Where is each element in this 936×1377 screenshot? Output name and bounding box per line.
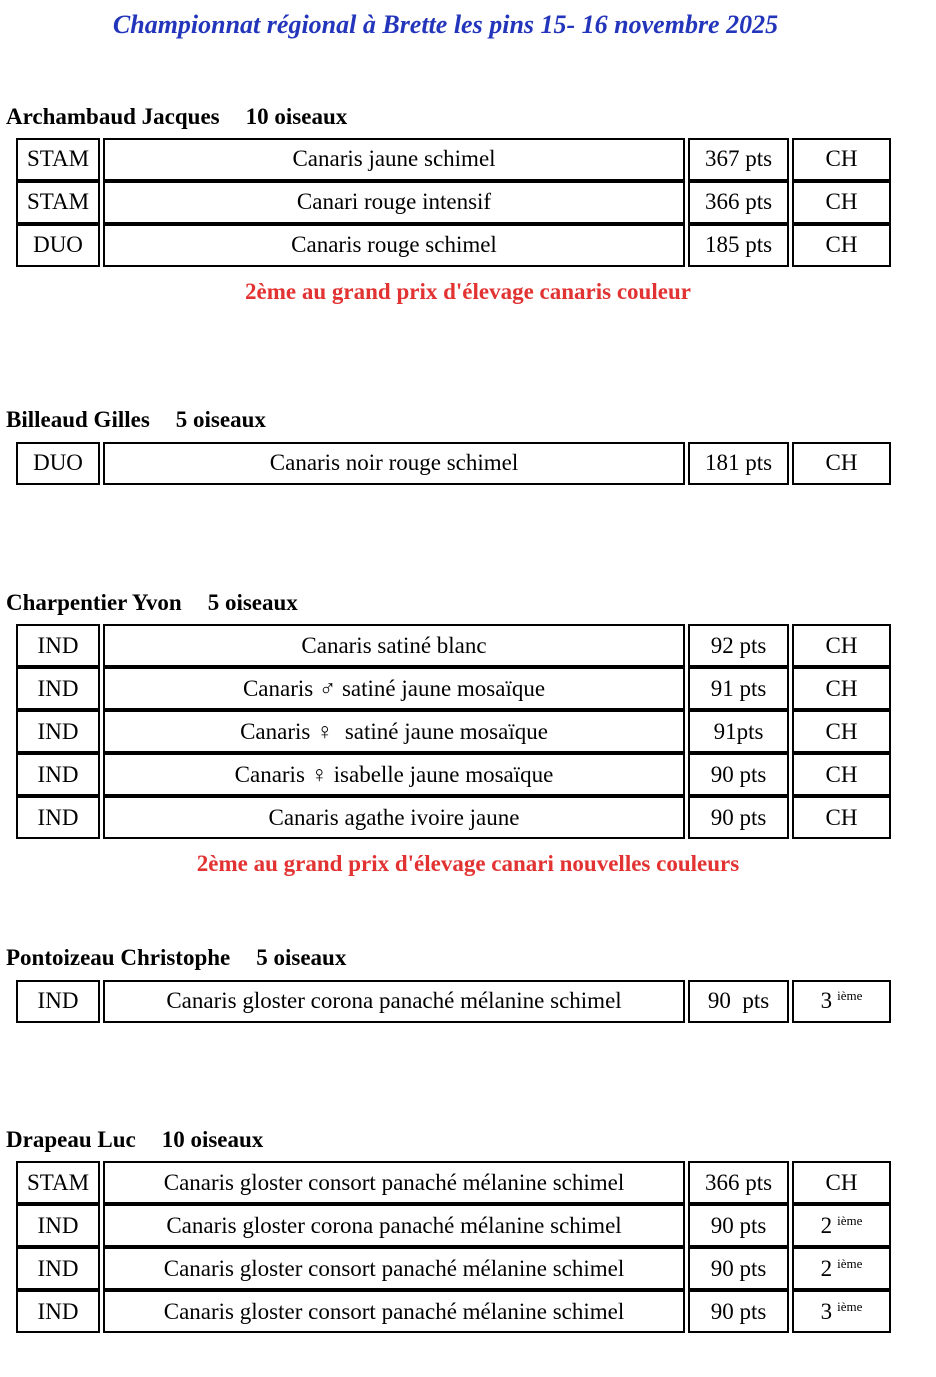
rank-value: CH: [825, 189, 858, 215]
cell-rank: [792, 980, 891, 1023]
exhibitor-name: Charpentier Yvon: [6, 589, 182, 615]
table-row: [16, 442, 891, 485]
cell-category: IND: [16, 980, 100, 1023]
results-table: [13, 442, 894, 485]
table-row: [16, 224, 891, 267]
cell-points: 90 pts: [688, 753, 789, 796]
table-row: [16, 138, 891, 181]
cell-category: IND: [16, 624, 100, 667]
rank-value: 2: [820, 1212, 833, 1238]
exhibitor-name: Drapeau Luc: [6, 1126, 136, 1152]
cell-rank: [792, 753, 891, 796]
rank-value: CH: [825, 232, 858, 258]
bird-count: 5 oiseaux: [256, 945, 347, 971]
award-note: 2ème au grand prix d'élevage canari nouvelles couleurs: [196, 851, 740, 877]
results-table: [13, 138, 894, 267]
cell-category: IND: [16, 710, 100, 753]
results-table: [13, 1161, 894, 1333]
cell-category: STAM: [16, 1161, 100, 1204]
cell-description: Canaris ♀ satiné jaune mosaïque: [103, 710, 685, 753]
table-row: [16, 667, 891, 710]
cell-rank: [792, 1290, 891, 1333]
cell-points: 91 pts: [688, 667, 789, 710]
section-header: [0, 590, 936, 616]
table-row: [16, 624, 891, 667]
cell-rank: [792, 224, 891, 267]
cell-description: Canaris rouge schimel: [103, 224, 685, 267]
cell-points: 181 pts: [688, 442, 789, 485]
cell-category: IND: [16, 1290, 100, 1333]
cell-category: STAM: [16, 181, 100, 224]
section-archambaud-jacques: [0, 104, 936, 305]
cell-description: Canaris jaune schimel: [103, 138, 685, 181]
rank-value: CH: [825, 1169, 858, 1195]
cell-rank: [792, 624, 891, 667]
rank-value: CH: [825, 675, 858, 701]
results-table: [13, 980, 894, 1023]
cell-points: 90 pts: [688, 796, 789, 839]
cell-points: 90 pts: [688, 1290, 789, 1333]
cell-points: 366 pts: [688, 1161, 789, 1204]
cell-description: Canaris gloster consort panaché mélanine schimel: [103, 1247, 685, 1290]
rank-ordinal-suffix: ième: [837, 1298, 863, 1314]
results-table: [13, 624, 894, 839]
cell-rank: [792, 1161, 891, 1204]
rank-ordinal-suffix: ième: [837, 1212, 863, 1228]
cell-category: IND: [16, 753, 100, 796]
cell-points: 90 pts: [688, 1204, 789, 1247]
rank-ordinal-suffix: ième: [837, 1255, 863, 1271]
rank-value: CH: [825, 718, 858, 744]
table-row: [16, 980, 891, 1023]
section-pontoizeau-christophe: [0, 945, 936, 1022]
rank-value: CH: [825, 804, 858, 830]
table-row: [16, 1161, 891, 1204]
bird-count: 10 oiseaux: [245, 103, 348, 129]
exhibitor-name: Pontoizeau Christophe: [6, 945, 231, 971]
rank-value: 2: [820, 1255, 833, 1281]
cell-rank: [792, 796, 891, 839]
section-billeaud-gilles: [0, 407, 936, 484]
table-row: [16, 796, 891, 839]
cell-description: Canari rouge intensif: [103, 181, 685, 224]
cell-category: IND: [16, 796, 100, 839]
section-header: [0, 1127, 936, 1153]
page-title: Championnat régional à Brette les pins 15- 16 novembre 2025: [112, 10, 779, 39]
cell-points: 91pts: [688, 710, 789, 753]
award-note: 2ème au grand prix d'élevage canaris couleur: [245, 278, 691, 304]
rank-value: 3: [820, 988, 833, 1014]
table-row: [16, 181, 891, 224]
cell-rank: [792, 442, 891, 485]
bird-count: 5 oiseaux: [207, 589, 298, 615]
cell-category: IND: [16, 667, 100, 710]
cell-rank: [792, 1204, 891, 1247]
cell-category: STAM: [16, 138, 100, 181]
cell-description: Canaris gloster consort panaché mélanine schimel: [103, 1161, 685, 1204]
cell-description: Canaris gloster corona panaché mélanine schimel: [103, 980, 685, 1023]
cell-category: IND: [16, 1247, 100, 1290]
cell-description: Canaris ♂ satiné jaune mosaïque: [103, 667, 685, 710]
bird-count: 5 oiseaux: [175, 407, 266, 433]
cell-description: Canaris gloster corona panaché mélanine schimel: [103, 1204, 685, 1247]
section-header: [0, 945, 936, 971]
cell-category: DUO: [16, 224, 100, 267]
rank-ordinal-suffix: ième: [837, 988, 863, 1004]
table-row: [16, 710, 891, 753]
exhibitor-name: Archambaud Jacques: [6, 103, 220, 129]
cell-points: 185 pts: [688, 224, 789, 267]
cell-points: 90 pts: [688, 1247, 789, 1290]
cell-rank: [792, 181, 891, 224]
section-drapeau-luc: [0, 1127, 936, 1333]
rank-value: CH: [825, 761, 858, 787]
cell-category: IND: [16, 1204, 100, 1247]
table-row: [16, 1247, 891, 1290]
rank-value: CH: [825, 632, 858, 658]
cell-rank: [792, 138, 891, 181]
cell-description: Canaris agathe ivoire jaune: [103, 796, 685, 839]
section-header: [0, 407, 936, 433]
cell-rank: [792, 710, 891, 753]
cell-description: Canaris noir rouge schimel: [103, 442, 685, 485]
section-charpentier-yvon: [0, 590, 936, 877]
cell-description: Canaris satiné blanc: [103, 624, 685, 667]
cell-points: 90 pts: [688, 980, 789, 1023]
exhibitor-name: Billeaud Gilles: [6, 407, 150, 433]
rank-value: CH: [825, 450, 858, 476]
table-row: [16, 753, 891, 796]
cell-rank: [792, 667, 891, 710]
bird-count: 10 oiseaux: [161, 1126, 264, 1152]
rank-value: CH: [825, 146, 858, 172]
cell-points: 367 pts: [688, 138, 789, 181]
rank-value: 3: [820, 1298, 833, 1324]
cell-description: Canaris ♀ isabelle jaune mosaïque: [103, 753, 685, 796]
table-row: [16, 1204, 891, 1247]
section-header: [0, 104, 936, 130]
cell-category: DUO: [16, 442, 100, 485]
cell-description: Canaris gloster consort panaché mélanine schimel: [103, 1290, 685, 1333]
cell-points: 366 pts: [688, 181, 789, 224]
cell-points: 92 pts: [688, 624, 789, 667]
table-row: [16, 1290, 891, 1333]
cell-rank: [792, 1247, 891, 1290]
